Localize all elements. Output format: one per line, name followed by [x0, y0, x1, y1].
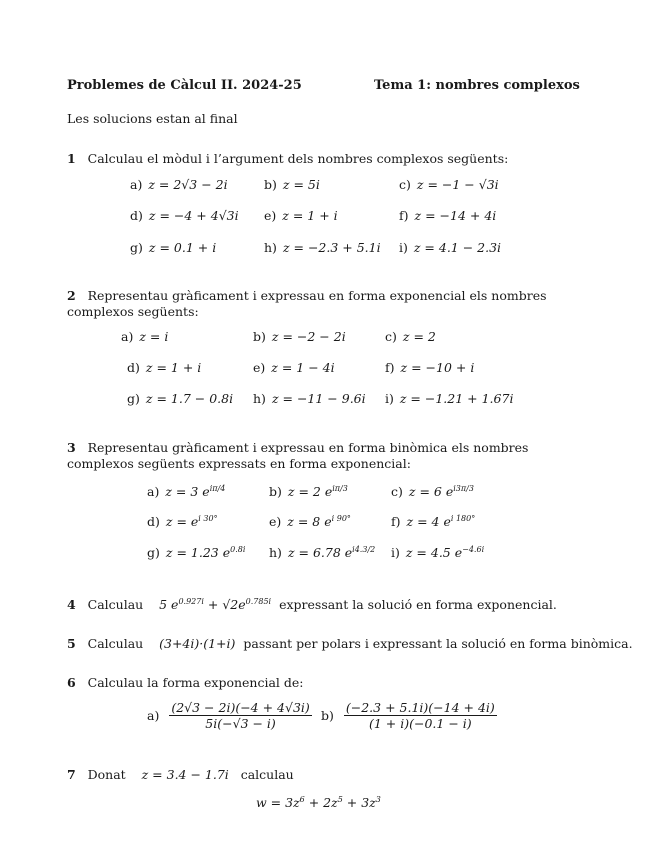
p6-item-a: a) $\frac{(2√3 - 2i)(-4 + 4√3i)}{5i(-√3 - i)}$	[147, 700, 310, 731]
problem-text-end: expressant la solució en forma exponencial.	[279, 597, 557, 613]
p2-item-h: h) z = −11 − 9.6i	[253, 391, 366, 406]
p3-item-e: e) z = 8 $e^{i 90^\circ}$	[269, 514, 351, 530]
problem-text: Calculau	[87, 636, 144, 651]
problem-text: Representau gràficament i expressau en forma exponencial els nombres complexos següents:	[67, 288, 547, 319]
problem-text: Calculau el mòdul i l’argument dels nombres complexos següents:	[87, 151, 509, 166]
p1-item-d: d) z = −4 + 4√3i	[130, 208, 239, 223]
p1-item-g: g) z = 0.1 + i	[130, 240, 217, 255]
p1-item-f: f) z = −14 + 4i	[399, 208, 497, 223]
p7-given: z = 3.4 − 1.7i	[141, 767, 229, 782]
p3-item-i: i) z = 4.5 $e^{-4.6i}$	[391, 545, 485, 561]
p2-item-g: g) z = 1.7 − 0.8i	[127, 391, 234, 406]
p2-item-d: d) z = 1 + i	[127, 360, 202, 375]
problem-text: Calculau	[87, 597, 144, 613]
p6-item-b: b) $\frac{(-2.3 + 5.1i)(-14 + 4i)}{(1 + i)(-0.1 - i)}$	[321, 700, 495, 731]
problem-7-statement	[67, 767, 294, 782]
p3-item-b: b) z = 2 $e^{i\pi/3}$	[269, 484, 348, 500]
p1-item-h: h) z = −2.3 + 5.1i	[264, 240, 381, 255]
problem-1-statement	[67, 151, 555, 167]
problem-text-end: passant per polars i expressant la solució en forma binòmica.	[243, 636, 633, 651]
p3-item-c: c) z = 6 $e^{i3\pi/3}$	[391, 484, 474, 500]
problem-number: 6	[67, 675, 76, 690]
p1-item-b: b) z = 5i	[264, 177, 320, 192]
p3-item-g: g) z = 1.23 $e^{0.8i}$	[147, 545, 246, 561]
p3-item-d: d) $z = e^{i 30^\circ}$	[147, 514, 218, 530]
problem-number: 1	[67, 151, 76, 166]
header-topic: Tema 1: nombres complexos	[374, 78, 580, 93]
p2-item-f: f) z = −10 + i	[385, 360, 475, 375]
header-title: Problemes de Càlcul II. 2024-25	[67, 78, 302, 93]
problem-number: 4	[67, 597, 76, 613]
problem-number: 7	[67, 767, 76, 782]
p1-item-e: e) z = 1 + i	[264, 208, 338, 223]
p6-fraction-b: $\frac{(-2.3 + 5.1i)(-14 + 4i)}{(1 + i)(-0.1 - i)}$	[345, 700, 495, 731]
p2-item-a: a) z = i	[121, 329, 169, 344]
p1-item-i: i) z = 4.1 − 2.3i	[399, 240, 502, 255]
p2-item-e: e) z = 1 − 4i	[253, 360, 335, 375]
problem-4-statement	[67, 597, 557, 612]
problem-text-end: calculau	[240, 767, 294, 782]
p5-expression: (3+4i)·(1+i)	[159, 636, 236, 651]
problem-number: 3	[67, 440, 76, 455]
p3-item-f: f) z = 4 $e^{i 180^\circ}$	[391, 514, 476, 530]
p1-item-c: c) z = −1 − √3i	[399, 177, 499, 192]
problem-text: Representau gràficament i expressau en forma binòmica els nombres complexos següents expressats en forma exponencial:	[67, 440, 529, 471]
problem-text: Donat	[87, 767, 126, 782]
p3-item-a: a) z = 3 $e^{i\pi/4}$	[147, 484, 226, 500]
problem-text: Calculau la forma exponencial de:	[87, 675, 304, 690]
problem-6-statement	[67, 675, 304, 690]
p4-expression: 5 $e^{0.927i} + √2e^{0.785i}$	[159, 597, 272, 613]
p7-equation: $w = 3z^6 + 2z^5 + 3z^3$	[256, 795, 381, 811]
problem-number: 2	[67, 288, 76, 303]
problem-3-statement	[67, 440, 555, 472]
problem-2-statement	[67, 288, 555, 320]
p6-fraction-a: $\frac{(2√3 - 2i)(-4 + 4√3i)}{5i(-√3 - i)}$	[171, 700, 310, 731]
solutions-note: Les solucions estan al final	[67, 111, 238, 126]
p2-item-b: b) z = −2 − 2i	[253, 329, 346, 344]
p2-item-c: c) z = 2	[385, 329, 436, 344]
problem-5-statement	[67, 636, 633, 651]
p2-item-i: i) z = −1.21 + 1.67i	[385, 391, 514, 406]
p1-item-a: a) z = 2√3 − 2i	[130, 177, 228, 192]
p3-item-h: h) z = 6.78 $e^{i4.3/2}$	[269, 545, 376, 561]
problem-number: 5	[67, 636, 76, 651]
